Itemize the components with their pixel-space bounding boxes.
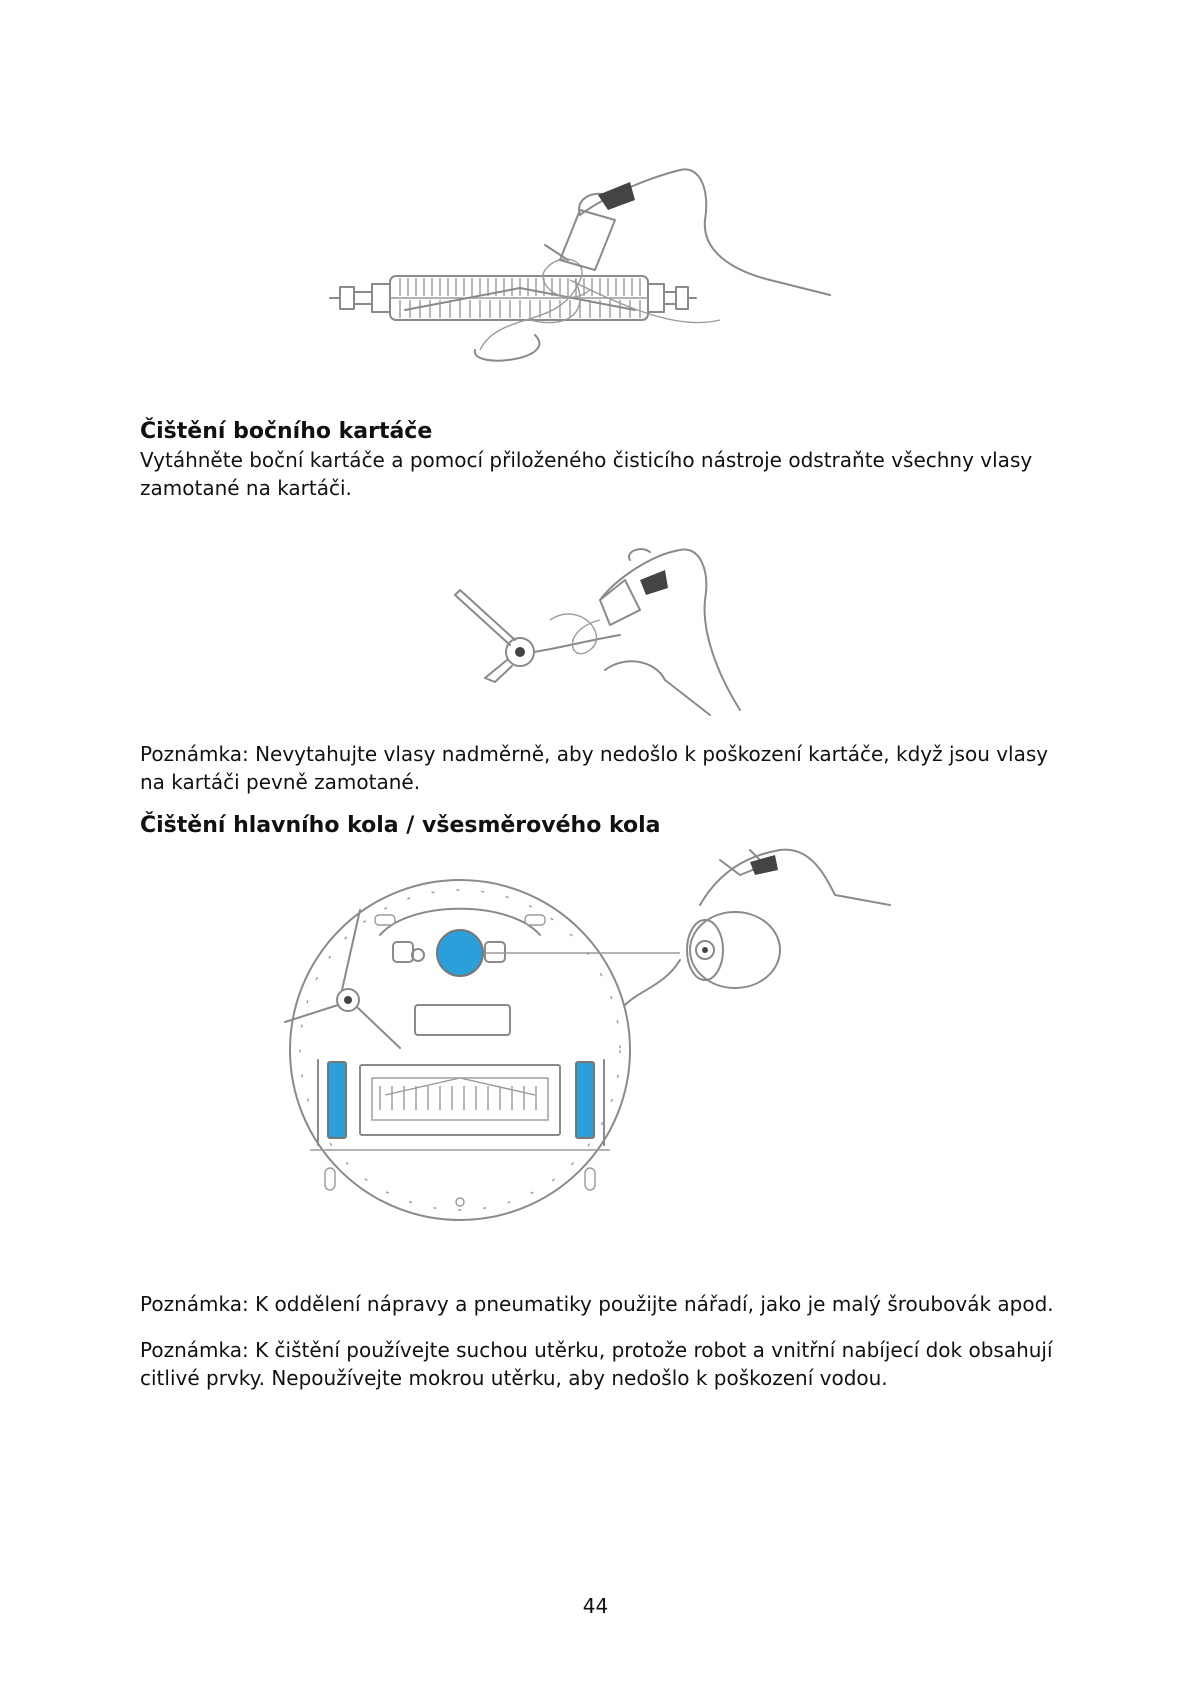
page-number: 44 bbox=[582, 1594, 609, 1618]
robot-underside-wheel-illustration bbox=[280, 850, 960, 1270]
note-side-brush: Poznámka: Nevytahujte vlasy nadměrně, aby nedošlo k poškození kartáče, když jsou vlasy na kartáči pevně zamotané. bbox=[140, 742, 1049, 794]
side-brush-instructions: Vytáhněte boční kartáče a pomocí přiloženého čisticího nástroje odstraňte všechny vlasy zamotané na kartáči. bbox=[140, 448, 1033, 500]
main-brush-cleaning-illustration bbox=[330, 160, 850, 375]
note-dry-cloth: Poznámka: K čištění používejte suchou utěrku, protože robot a vnitřní nabíjecí dok obsahují citlivé prvky. Nepoužívejte mokrou utěrku, aby nedošlo k poškození vodou. bbox=[140, 1338, 1053, 1390]
side-brush-heading: Čištění bočního kartáče bbox=[140, 419, 433, 444]
side-brush-cleaning-illustration bbox=[450, 540, 770, 720]
note-wheel-tool: Poznámka: K oddělení nápravy a pneumatiky použijte nářadí, jako je malý šroubovák apod. bbox=[140, 1292, 1054, 1316]
wheel-heading: Čištění hlavního kola / všesměrového kola bbox=[140, 813, 661, 838]
